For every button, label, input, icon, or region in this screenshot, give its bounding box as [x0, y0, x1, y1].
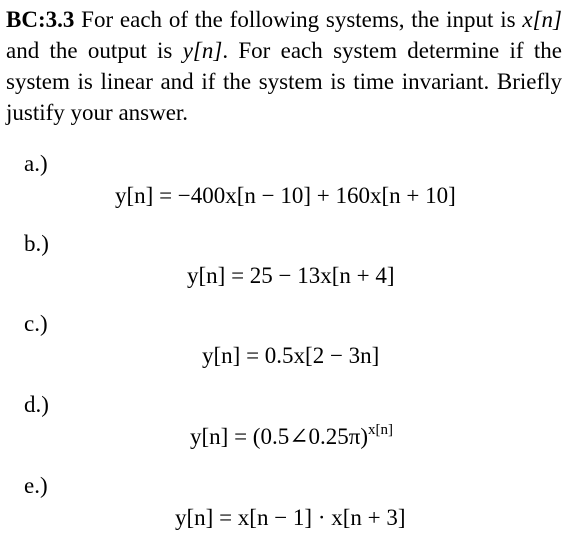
problem-e-label: e.)	[24, 473, 48, 498]
problem-c-label: c.)	[24, 311, 48, 336]
problem-e	[0, 472, 578, 530]
problem-a-label: a.)	[24, 151, 48, 176]
problem-e-equation: y[n] = x[n − 1] · x[n + 3]	[175, 505, 406, 530]
problem-number: BC:3.3	[6, 7, 75, 32]
problem-b-equation: y[n] = 25 − 13x[n + 4]	[187, 263, 395, 288]
problem-d-label: d.)	[24, 392, 49, 417]
input-signal-symbol: x[n]	[522, 7, 562, 32]
problem-d	[0, 391, 578, 449]
problem-c	[0, 310, 578, 368]
problem-d-equation-base: y[n] = (0.5∠0.25π)	[190, 424, 368, 449]
statement-text-2: and the output is	[6, 38, 183, 63]
statement-text-3: . For each system determine if the system is linear and if the system is time invariant. Briefly justify your answer.	[6, 38, 562, 125]
statement-text-1: For each of the following systems, the input is	[74, 7, 523, 32]
output-signal-symbol: y[n]	[182, 38, 223, 63]
problem-b-label: b.)	[24, 231, 49, 256]
problem-d-equation-exponent: x[n]	[368, 422, 393, 438]
problem-b	[0, 230, 578, 288]
problem-c-equation: y[n] = 0.5x[2 − 3n]	[202, 343, 380, 368]
problem-statement	[6, 4, 562, 128]
problem-a	[0, 150, 578, 208]
problem-a-equation: y[n] = −400x[n − 10] + 160x[n + 10]	[115, 183, 456, 208]
problem-d-equation	[190, 423, 393, 451]
